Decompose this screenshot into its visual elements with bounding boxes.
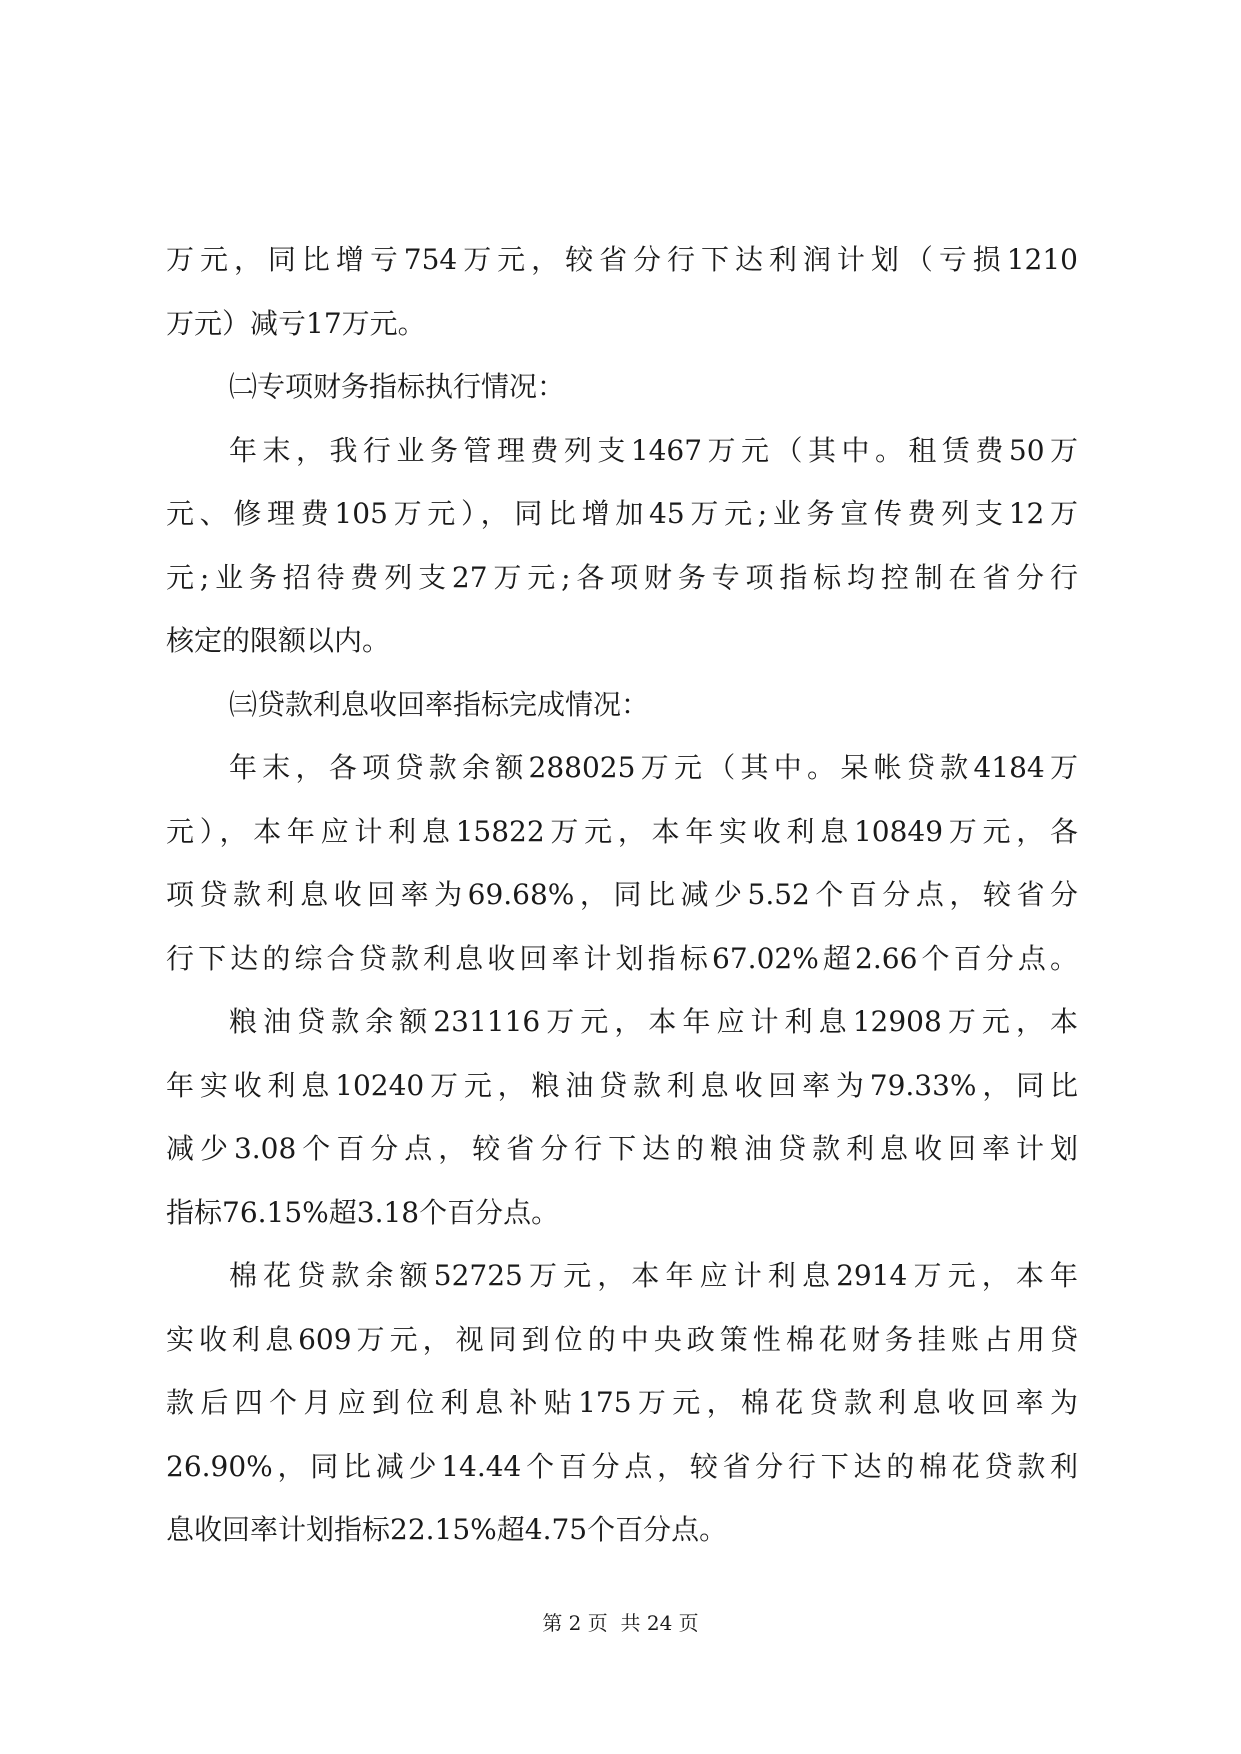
text-line: 款后四个月应到位利息补贴175万元，棉花贷款利息收回率为 [166, 1386, 1078, 1419]
text-line: ㈢贷款利息收回率指标完成情况： [229, 687, 650, 721]
document-body [166, 228, 1078, 1562]
text-line: 行下达的综合贷款利息收回率计划指标67.02%超2.66个百分点。 [166, 941, 1078, 975]
text-line: 元;业务招待费列支27万元;各项财务专项指标均控制在省分行 [166, 560, 1078, 594]
text-line: ㈡专项财务指标执行情况： [229, 370, 566, 403]
text-line: 年末，我行业务管理费列支1467万元（其中。租赁费50万 [229, 433, 1078, 467]
text-line: 元、修理费105万元），同比增加45万元;业务宣传费列支12万 [166, 497, 1078, 530]
text-line: 息收回率计划指标22.15%超4.75个百分点。 [166, 1513, 728, 1546]
text-line: 项贷款利息收回率为69.68%，同比减少5.52个百分点，较省分 [166, 878, 1078, 911]
text-line: 减少3.08个百分点，较省分行下达的粮油贷款利息收回率计划 [166, 1132, 1078, 1165]
text-line: 实收利息609万元，视同到位的中央政策性棉花财务挂账占用贷 [166, 1322, 1078, 1356]
text-line: 万元）减亏17万元。 [166, 306, 426, 340]
text-line: 年实收利息10240万元，粮油贷款利息收回率为79.33%，同比 [166, 1068, 1078, 1102]
text-line: 粮油贷款余额231116万元，本年应计利息12908万元，本 [229, 1005, 1078, 1038]
text-line: 元），本年应计利息15822万元，本年实收利息10849万元，各 [166, 814, 1078, 848]
text-line: 26.90%，同比减少14.44个百分点，较省分行下达的棉花贷款利 [166, 1449, 1078, 1483]
text-line: 指标76.15%超3.18个百分点。 [166, 1195, 560, 1229]
text-line: 万元，同比增亏754万元，较省分行下达利润计划（亏损1210 [166, 243, 1078, 276]
page-footer: 第 2 页 共 24 页 [542, 1611, 699, 1635]
text-line: 核定的限额以内。 [166, 624, 391, 657]
text-line: 年末，各项贷款余额288025万元（其中。呆帐贷款4184万 [229, 751, 1078, 784]
text-line: 棉花贷款余额52725万元，本年应计利息2914万元，本年 [229, 1259, 1078, 1292]
